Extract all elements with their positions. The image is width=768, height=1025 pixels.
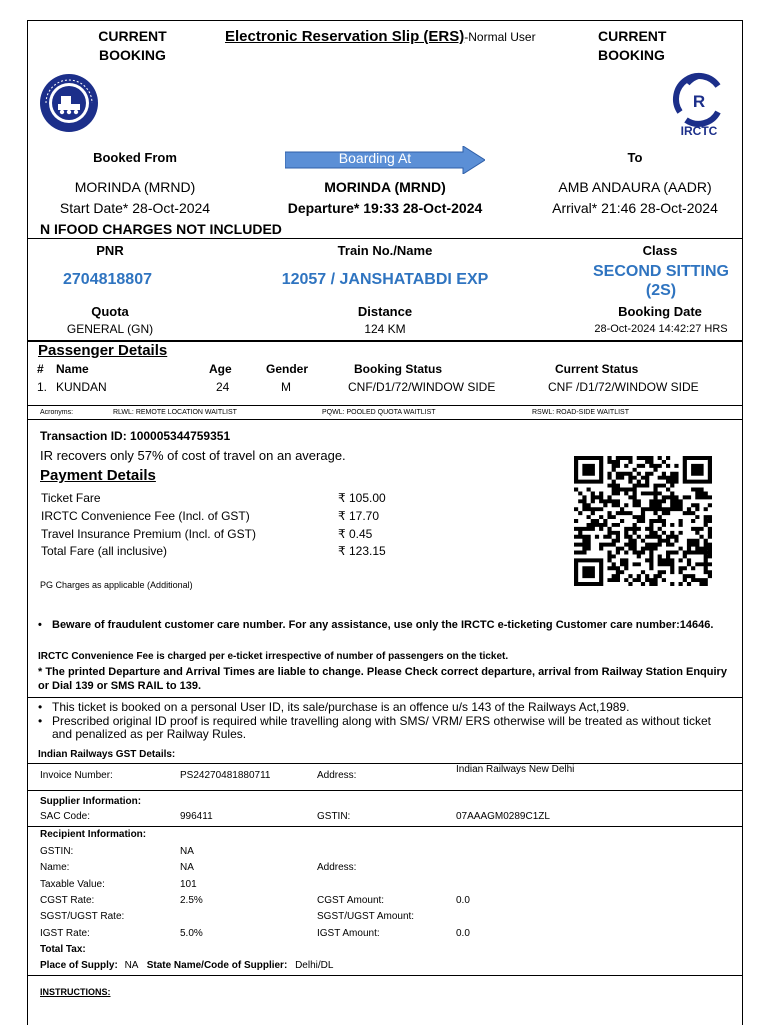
cgst-rate-label: CGST Rate: <box>40 895 95 906</box>
divider <box>27 763 742 764</box>
fare-value: ₹ 17.70 <box>338 509 379 523</box>
class-line2: (2S) <box>645 282 677 299</box>
current-booking-left <box>80 27 185 65</box>
transaction-id: Transaction ID: 100005344759351 <box>40 429 231 443</box>
divider <box>27 826 742 827</box>
supplier-info-label: Supplier Information: <box>40 796 142 807</box>
col-age: Age <box>209 362 232 376</box>
notice-bullet-userid <box>40 701 730 714</box>
supplier-address: Indian Railways New Delhi <box>456 764 575 775</box>
title-suffix: -Normal User <box>464 30 536 44</box>
fare-label: Ticket Fare <box>41 491 101 505</box>
recipient-info-label: Recipient Information: <box>40 829 147 840</box>
class-label: Class <box>642 243 678 258</box>
bullet-icon: • <box>38 619 42 631</box>
passenger-current-status: CNF /D1/72/WINDOW SIDE <box>548 380 699 394</box>
address-label: Address: <box>317 770 357 781</box>
notice-bullet-id-proof <box>40 715 730 741</box>
booking-date-value: 28-Oct-2024 14:42:27 HRS <box>594 323 728 335</box>
acronyms-label: Acronyms: <box>40 409 74 416</box>
start-date: Start Date* 28-Oct-2024 <box>59 200 211 216</box>
gstin-label: GSTIN: <box>317 811 351 822</box>
passenger-gender: M <box>281 380 291 394</box>
boarding-at-label: Boarding At <box>338 150 412 166</box>
current-booking-right <box>598 27 703 65</box>
passenger-age: 24 <box>216 380 230 394</box>
state-value: Delhi/DL <box>295 960 334 971</box>
train-name: 12057 / JANSHATABDI EXP <box>281 271 489 288</box>
divider <box>27 697 742 698</box>
title-text: Electronic Reservation Slip (ERS) <box>225 28 465 45</box>
cgst-rate: 2.5% <box>180 895 203 906</box>
recipient-name-label: Name: <box>40 862 70 873</box>
to-station: AMB ANDAURA (AADR) <box>558 179 712 195</box>
sgst-amount-label: SGST/UGST Amount: <box>317 911 415 922</box>
qr-code-icon <box>574 456 712 586</box>
to-label: To <box>627 150 643 165</box>
quota-label: Quota <box>91 304 129 319</box>
notice-text: Prescribed original ID proof is required while travelling along with SMS/ VRM/ ERS otherwise will be treated as without ticket and penalized as per Railway Rules. <box>52 714 711 741</box>
class-value <box>580 262 742 300</box>
recipient-gstin-label: GSTIN: <box>40 846 74 857</box>
distance-label: Distance <box>357 304 413 319</box>
cgst-amount: 0.0 <box>456 895 470 906</box>
sgst-rate-label: SGST/UGST Rate: <box>40 911 125 922</box>
table-row <box>37 380 737 396</box>
from-station: MORINDA (MRND) <box>74 179 196 195</box>
recipient-gstin: NA <box>180 846 194 857</box>
recovery-note: IR recovers only 57% of cost of travel on an average. <box>40 448 346 463</box>
gstin-value: 07AAAGM0289C1ZL <box>456 811 550 822</box>
boarding-station: MORINDA (MRND) <box>324 179 446 195</box>
passenger-table-header <box>37 362 737 378</box>
col-current-status: Current Status <box>555 362 639 376</box>
departure-time: Departure* 19:33 28-Oct-2024 <box>287 200 483 216</box>
passenger-booking-status: CNF/D1/72/WINDOW SIDE <box>348 380 496 394</box>
fare-value: ₹ 0.45 <box>338 527 373 541</box>
col-gender: Gender <box>266 362 309 376</box>
current-booking-right-line2: BOOKING <box>598 47 665 63</box>
igst-amount: 0.0 <box>456 928 470 939</box>
payment-details-title: Payment Details <box>40 467 156 484</box>
svg-text:R: R <box>692 92 706 111</box>
arrival-time: Arrival* 21:46 28-Oct-2024 <box>552 200 718 216</box>
acronym-rlwl: RLWL: REMOTE LOCATION WAITLIST <box>113 409 237 416</box>
col-no: # <box>37 362 44 376</box>
indian-railways-logo <box>38 72 100 134</box>
total-tax-label: Total Tax: <box>40 944 86 955</box>
train-label: Train No./Name <box>337 243 433 258</box>
divider <box>27 790 742 791</box>
irctc-logo-text: IRCTC <box>680 124 718 138</box>
igst-rate-label: IGST Rate: <box>40 928 90 939</box>
current-booking-right-line1: CURRENT <box>598 28 667 44</box>
passenger-no: 1. <box>37 380 48 394</box>
passenger-name: KUNDAN <box>56 380 107 394</box>
invoice-label: Invoice Number: <box>40 770 113 781</box>
acronym-rswl: RSWL: ROAD-SIDE WAITLIST <box>532 409 629 416</box>
sac-code: 996411 <box>180 811 213 822</box>
bullet-icon: • <box>38 700 43 714</box>
current-booking-left-line1: CURRENT <box>98 28 167 44</box>
notice-text: This ticket is booked on a personal User ID, its sale/purchase is an offence u/s 143 of the Railways Act,1989. <box>52 700 630 714</box>
place-label: Place of Supply: <box>40 960 118 971</box>
recipient-name: NA <box>180 862 194 873</box>
col-name: Name <box>56 362 89 376</box>
timing-note: * The printed Departure and Arrival Times are liable to change. Please Check correct departure, arrival from Railway Station Enquiry or Dial 139 or SMS RAIL to 139. <box>38 666 727 692</box>
invoice-number: PS24270481880711 <box>180 770 271 781</box>
state-label: State Name/Code of Supplier: <box>146 960 288 971</box>
divider <box>27 975 742 976</box>
acronym-pqwl: PQWL: POOLED QUOTA WAITLIST <box>322 409 436 416</box>
cgst-amount-label: CGST Amount: <box>317 895 385 906</box>
class-line1: SECOND SITTING <box>592 263 729 280</box>
place-value: NA <box>124 960 138 971</box>
pnr-number: 2704818807 <box>63 271 152 288</box>
booked-from-label: Booked From <box>93 150 177 165</box>
food-charges-note: N IFOOD CHARGES NOT INCLUDED <box>40 221 282 237</box>
fare-label: IRCTC Convenience Fee (Incl. of GST) <box>41 509 250 523</box>
igst-amount-label: IGST Amount: <box>317 928 380 939</box>
taxable-value: 101 <box>180 879 197 890</box>
pnr-label: PNR <box>96 243 124 258</box>
taxable-label: Taxable Value: <box>40 879 105 890</box>
distance-value: 124 KM <box>364 322 406 336</box>
divider <box>27 405 742 406</box>
fare-value: ₹ 123.15 <box>338 544 386 558</box>
recipient-address-label: Address: <box>317 862 357 873</box>
page-title <box>225 28 565 46</box>
qr-modules <box>574 456 712 586</box>
fare-label: Travel Insurance Premium (Incl. of GST) <box>41 527 256 541</box>
notice-text: Beware of fraudulent customer care number. For any assistance, use only the IRCTC e-ticketing Customer care number:14646. <box>52 619 714 631</box>
notice-bullet-fraud <box>40 619 720 632</box>
divider <box>27 419 742 420</box>
booking-date-label: Booking Date <box>618 304 702 319</box>
divider <box>27 238 742 239</box>
passenger-details-title: Passenger Details <box>38 342 168 359</box>
sac-label: SAC Code: <box>40 811 91 822</box>
current-booking-left-line2: BOOKING <box>99 47 166 63</box>
place-of-supply-row <box>40 960 333 971</box>
pg-charges-note: PG Charges as applicable (Additional) <box>40 580 193 590</box>
fare-value: ₹ 105.00 <box>338 491 386 505</box>
quota-value: GENERAL (GN) <box>66 322 154 336</box>
bullet-icon: • <box>38 714 43 728</box>
fare-label: Total Fare (all inclusive) <box>41 544 168 558</box>
gst-title: Indian Railways GST Details: <box>38 749 176 760</box>
col-booking-status: Booking Status <box>354 362 443 376</box>
igst-rate: 5.0% <box>180 928 203 939</box>
instructions-title: INSTRUCTIONS: <box>40 987 111 997</box>
convenience-fee-note: IRCTC Convenience Fee is charged per e-ticket irrespective of number of passengers on the ticket. <box>38 651 509 662</box>
